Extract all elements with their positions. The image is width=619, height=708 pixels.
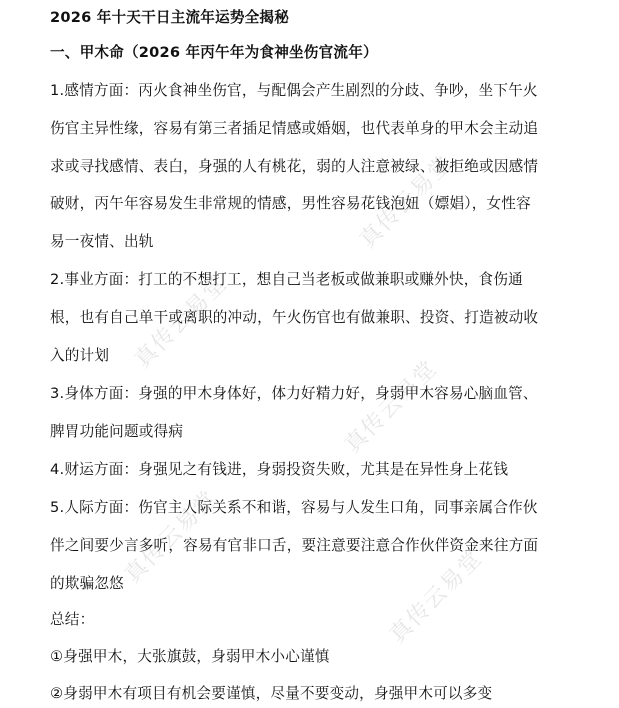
body-line: 入的计划	[50, 347, 110, 364]
watermark: 真传云易堂	[130, 270, 233, 374]
body-line: 1.感情方面：丙火食神坐伤官，与配偶会产生剧烈的分歧、争吵，坐下午火	[50, 82, 538, 99]
body-line: 伴之间要少言多听，容易有官非口舌，要注意要注意合作伙伴资金来往方面	[50, 537, 539, 554]
watermark: 真传云易堂	[340, 355, 443, 459]
body-line: 的欺骗忽悠	[50, 575, 124, 592]
watermark: 真传云易堂	[120, 485, 223, 589]
body-line: 2.事业方面：打工的不想打工，想自己当老板或做兼职或赚外快，食伤通	[50, 271, 523, 288]
body-line: 3.身体方面：身强的甲木身体好，体力好精力好，身弱甲木容易心脑血管、	[50, 385, 538, 402]
body-line: 5.人际方面：伤官主人际关系不和谐，容易与人发生口角，同事亲属合作伙	[50, 499, 538, 516]
body-line: 伤官主异性缘，容易有第三者插足情感或婚姻，也代表单身的甲木会主动追	[50, 120, 539, 137]
body-line: 求或寻找感情、表白，身强的人有桃花，弱的人注意被绿、被拒绝或因感情	[50, 158, 539, 175]
summary-item: ②身弱甲木有项目有机会要谨慎，尽量不要变动，身强甲木可以多变	[50, 685, 493, 702]
section-heading: 一、甲木命（2026 年丙午年为食神坐伤官流年）	[50, 44, 378, 61]
body-line: 易一夜情、出轨	[50, 233, 154, 250]
body-line: 4.财运方面：身强见之有钱进，身弱投资失败，尤其是在异性身上花钱	[50, 461, 509, 478]
watermark: 真传云易堂	[385, 545, 488, 649]
body-line: 脾胃功能问题或得病	[50, 423, 184, 440]
summary-heading: 总结：	[50, 611, 95, 628]
summary-item: ①身强甲木，大张旗鼓，身弱甲木小心谨慎	[50, 648, 330, 665]
body-line: 根，也有自己单干或离职的冲动，午火伤官也有做兼职、投资、打造被动收	[50, 309, 539, 326]
watermark: 真传云易堂	[355, 150, 458, 254]
document-title: 2026 年十天干日主流年运势全揭秘	[50, 9, 290, 26]
body-line: 破财，丙午年容易发生非常规的情感，男性容易花钱泡妞（嫖娼），女性容	[50, 195, 531, 212]
